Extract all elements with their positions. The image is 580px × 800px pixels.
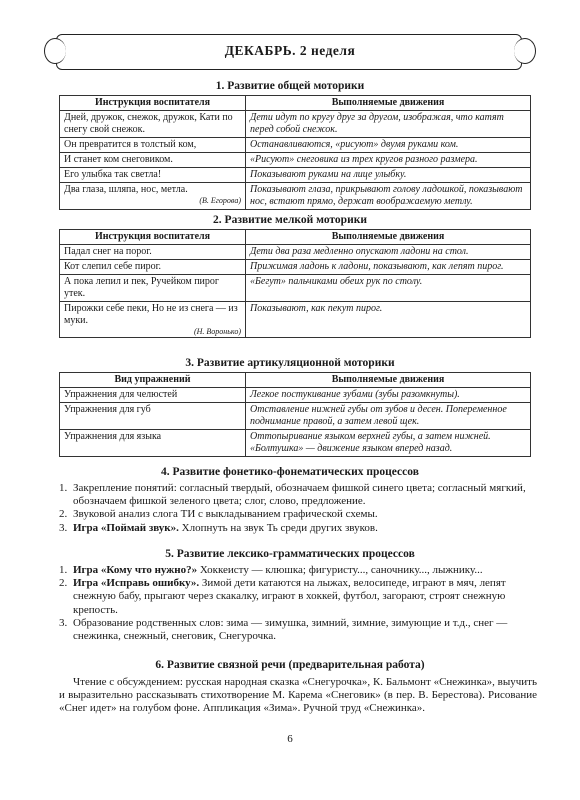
table-cell: Упражнения для губ bbox=[60, 403, 246, 430]
cell-text: Пирожки себе пеки, Но не из снега — из муки. bbox=[64, 303, 238, 326]
item-number: 2. bbox=[59, 577, 68, 590]
column-header: Выполняемые движения bbox=[246, 373, 531, 388]
section-2-table bbox=[59, 229, 531, 338]
page-number: 6 bbox=[287, 733, 293, 745]
item-text: Зимой дети катаются на лыжах, велосипеде, играют в мяч, лепят снежную бабу, прыгают через скакалку, играют в хоккей, футбол, загорают, строят снежную крепость. bbox=[73, 577, 506, 616]
section-1-title: 1. Развитие общей моторики bbox=[215, 80, 365, 92]
citation: (В. Егорова) bbox=[199, 196, 241, 205]
section-5-list bbox=[59, 564, 537, 643]
item-bold-label: Игра «Поймай звук». bbox=[73, 521, 179, 534]
table-cell: Отставление нижней губы от зубов и десен. Попеременное поднимание правой, а затем левой щек. bbox=[246, 403, 531, 430]
list-item bbox=[59, 508, 537, 521]
table-row bbox=[60, 153, 531, 168]
table-row bbox=[60, 138, 531, 153]
table-row bbox=[60, 183, 531, 210]
table-cell: Показывают, как пекут пирог. bbox=[246, 302, 531, 338]
table-cell: Дети идут по кругу друг за другом, изображая, что катят перед собой снежок. bbox=[246, 111, 531, 138]
item-number: 3. bbox=[59, 521, 68, 534]
item-text: Хоккеисту — клюшка; фигуристу..., саночнику..., лыжнику... bbox=[197, 564, 483, 576]
table-cell: И станет ком снеговиком. bbox=[60, 153, 246, 168]
table-row bbox=[60, 111, 531, 138]
list-item bbox=[59, 482, 537, 508]
list-item bbox=[59, 564, 537, 577]
cell-text: Два глаза, шляпа, нос, метла. bbox=[64, 184, 188, 195]
item-bold-label: Игра «Исправь ошибку». bbox=[73, 577, 200, 590]
table-row bbox=[60, 302, 531, 338]
list-item bbox=[59, 522, 537, 535]
column-header: Инструкция воспитателя bbox=[60, 230, 246, 245]
section-6-paragraph: Чтение с обсуждением: русская народная сказка «Снегурочка», К. Бальмонт «Снежинка», выучить и выразительно рассказывать стихотворение М. Карема «Снеговик» (в пер. В. Берестова). Рисование «Снег идет» на голубом фоне. Аппликация «Зима». Ручной труд «Снежинка». bbox=[59, 676, 537, 715]
table-cell: «Рисуют» снеговика из трех кругов разного размера. bbox=[246, 153, 531, 168]
section-3-table bbox=[59, 372, 531, 457]
table-cell: Оттопыривание языком верхней губы, а затем нижней. «Болтушка» — движение языком вперед назад. bbox=[246, 430, 531, 457]
table-cell: Дней, дружок, снежок, дружок, Кати по снегу свой снежок. bbox=[60, 111, 246, 138]
column-header: Инструкция воспитателя bbox=[60, 96, 246, 111]
column-header: Выполняемые движения bbox=[246, 230, 531, 245]
table-cell: А пока лепил и пек, Ручейком пирог утек. bbox=[60, 275, 246, 302]
table-cell bbox=[60, 183, 246, 210]
item-number: 2. bbox=[59, 508, 68, 521]
table-cell: Показывают руками на лице улыбку. bbox=[246, 168, 531, 183]
table-cell: «Бегут» пальчиками обеих рук по столу. bbox=[246, 275, 531, 302]
list-item bbox=[59, 617, 537, 643]
item-number: 3. bbox=[59, 616, 68, 629]
item-bold-label: Игра «Кому что нужно?» bbox=[73, 564, 198, 576]
table-header-row bbox=[60, 230, 531, 245]
table-cell: Прижимая ладонь к ладони, показывают, как лепят пирог. bbox=[246, 260, 531, 275]
section-1-table bbox=[59, 95, 531, 210]
table-cell: Падал снег на порог. bbox=[60, 245, 246, 260]
header-banner bbox=[40, 34, 540, 70]
table-cell: Упражнения для челюстей bbox=[60, 388, 246, 403]
table-header-row bbox=[60, 96, 531, 111]
table-cell: Дети два раза медленно опускают ладони на стол. bbox=[246, 245, 531, 260]
item-text: Звуковой анализ слога ТИ с выкладыванием графической схемы. bbox=[73, 508, 378, 521]
section-4-list bbox=[59, 482, 537, 535]
item-text: Хлопнуть на звук Ть среди других звуков. bbox=[178, 521, 378, 534]
section-2-title: 2. Развитие мелкой моторики bbox=[213, 214, 367, 226]
table-cell: Кот слепил себе пирог. bbox=[60, 260, 246, 275]
table-header-row bbox=[60, 373, 531, 388]
table-row bbox=[60, 388, 531, 403]
table-row bbox=[60, 403, 531, 430]
table-row bbox=[60, 430, 531, 457]
page-title: ДЕКАБРЬ. 2 неделя bbox=[224, 43, 356, 58]
table-cell: Показывают глаза, прикрывают голову ладошкой, показывают нос, встают прямо, держат воображаемую метлу. bbox=[246, 183, 531, 210]
item-number: 1. bbox=[59, 482, 68, 494]
table-row bbox=[60, 245, 531, 260]
section-5-title: 5. Развитие лексико-грамматических процессов bbox=[165, 548, 415, 560]
citation: (Н. Воронько) bbox=[193, 327, 241, 336]
table-cell bbox=[60, 302, 246, 338]
table-row bbox=[60, 275, 531, 302]
table-row bbox=[60, 260, 531, 275]
table-cell: Легкое постукивание зубами (зубы разомкнуты). bbox=[246, 388, 531, 403]
section-4-title: 4. Развитие фонетико-фонематических процессов bbox=[161, 466, 419, 478]
table-row bbox=[60, 168, 531, 183]
table-cell: Его улыбка так светла! bbox=[60, 168, 246, 183]
item-text: Образование родственных слов: зима — зимушка, зимний, зимние, зимующие и т.д., снег — снежинка, снежный, снеговик, Снегурочка. bbox=[73, 616, 508, 643]
column-header: Выполняемые движения bbox=[246, 96, 531, 111]
item-text: Закрепление понятий: согласный твердый, обозначаем фишкой синего цвета; согласный мягкий, обозначаем фишкой зеленого цвета; слог, слово, предложение. bbox=[73, 482, 526, 508]
table-cell: Он превратится в толстый ком, bbox=[60, 138, 246, 153]
list-item bbox=[59, 577, 537, 617]
section-3-title: 3. Развитие артикуляционной моторики bbox=[185, 357, 395, 369]
column-header: Вид упражнений bbox=[60, 373, 246, 388]
table-cell: Упражнения для языка bbox=[60, 430, 246, 457]
table-cell: Останавливаются, «рисуют» двумя руками ком. bbox=[246, 138, 531, 153]
section-6-title: 6. Развитие связной речи (предварительная работа) bbox=[155, 659, 425, 671]
item-number: 1. bbox=[59, 564, 68, 576]
